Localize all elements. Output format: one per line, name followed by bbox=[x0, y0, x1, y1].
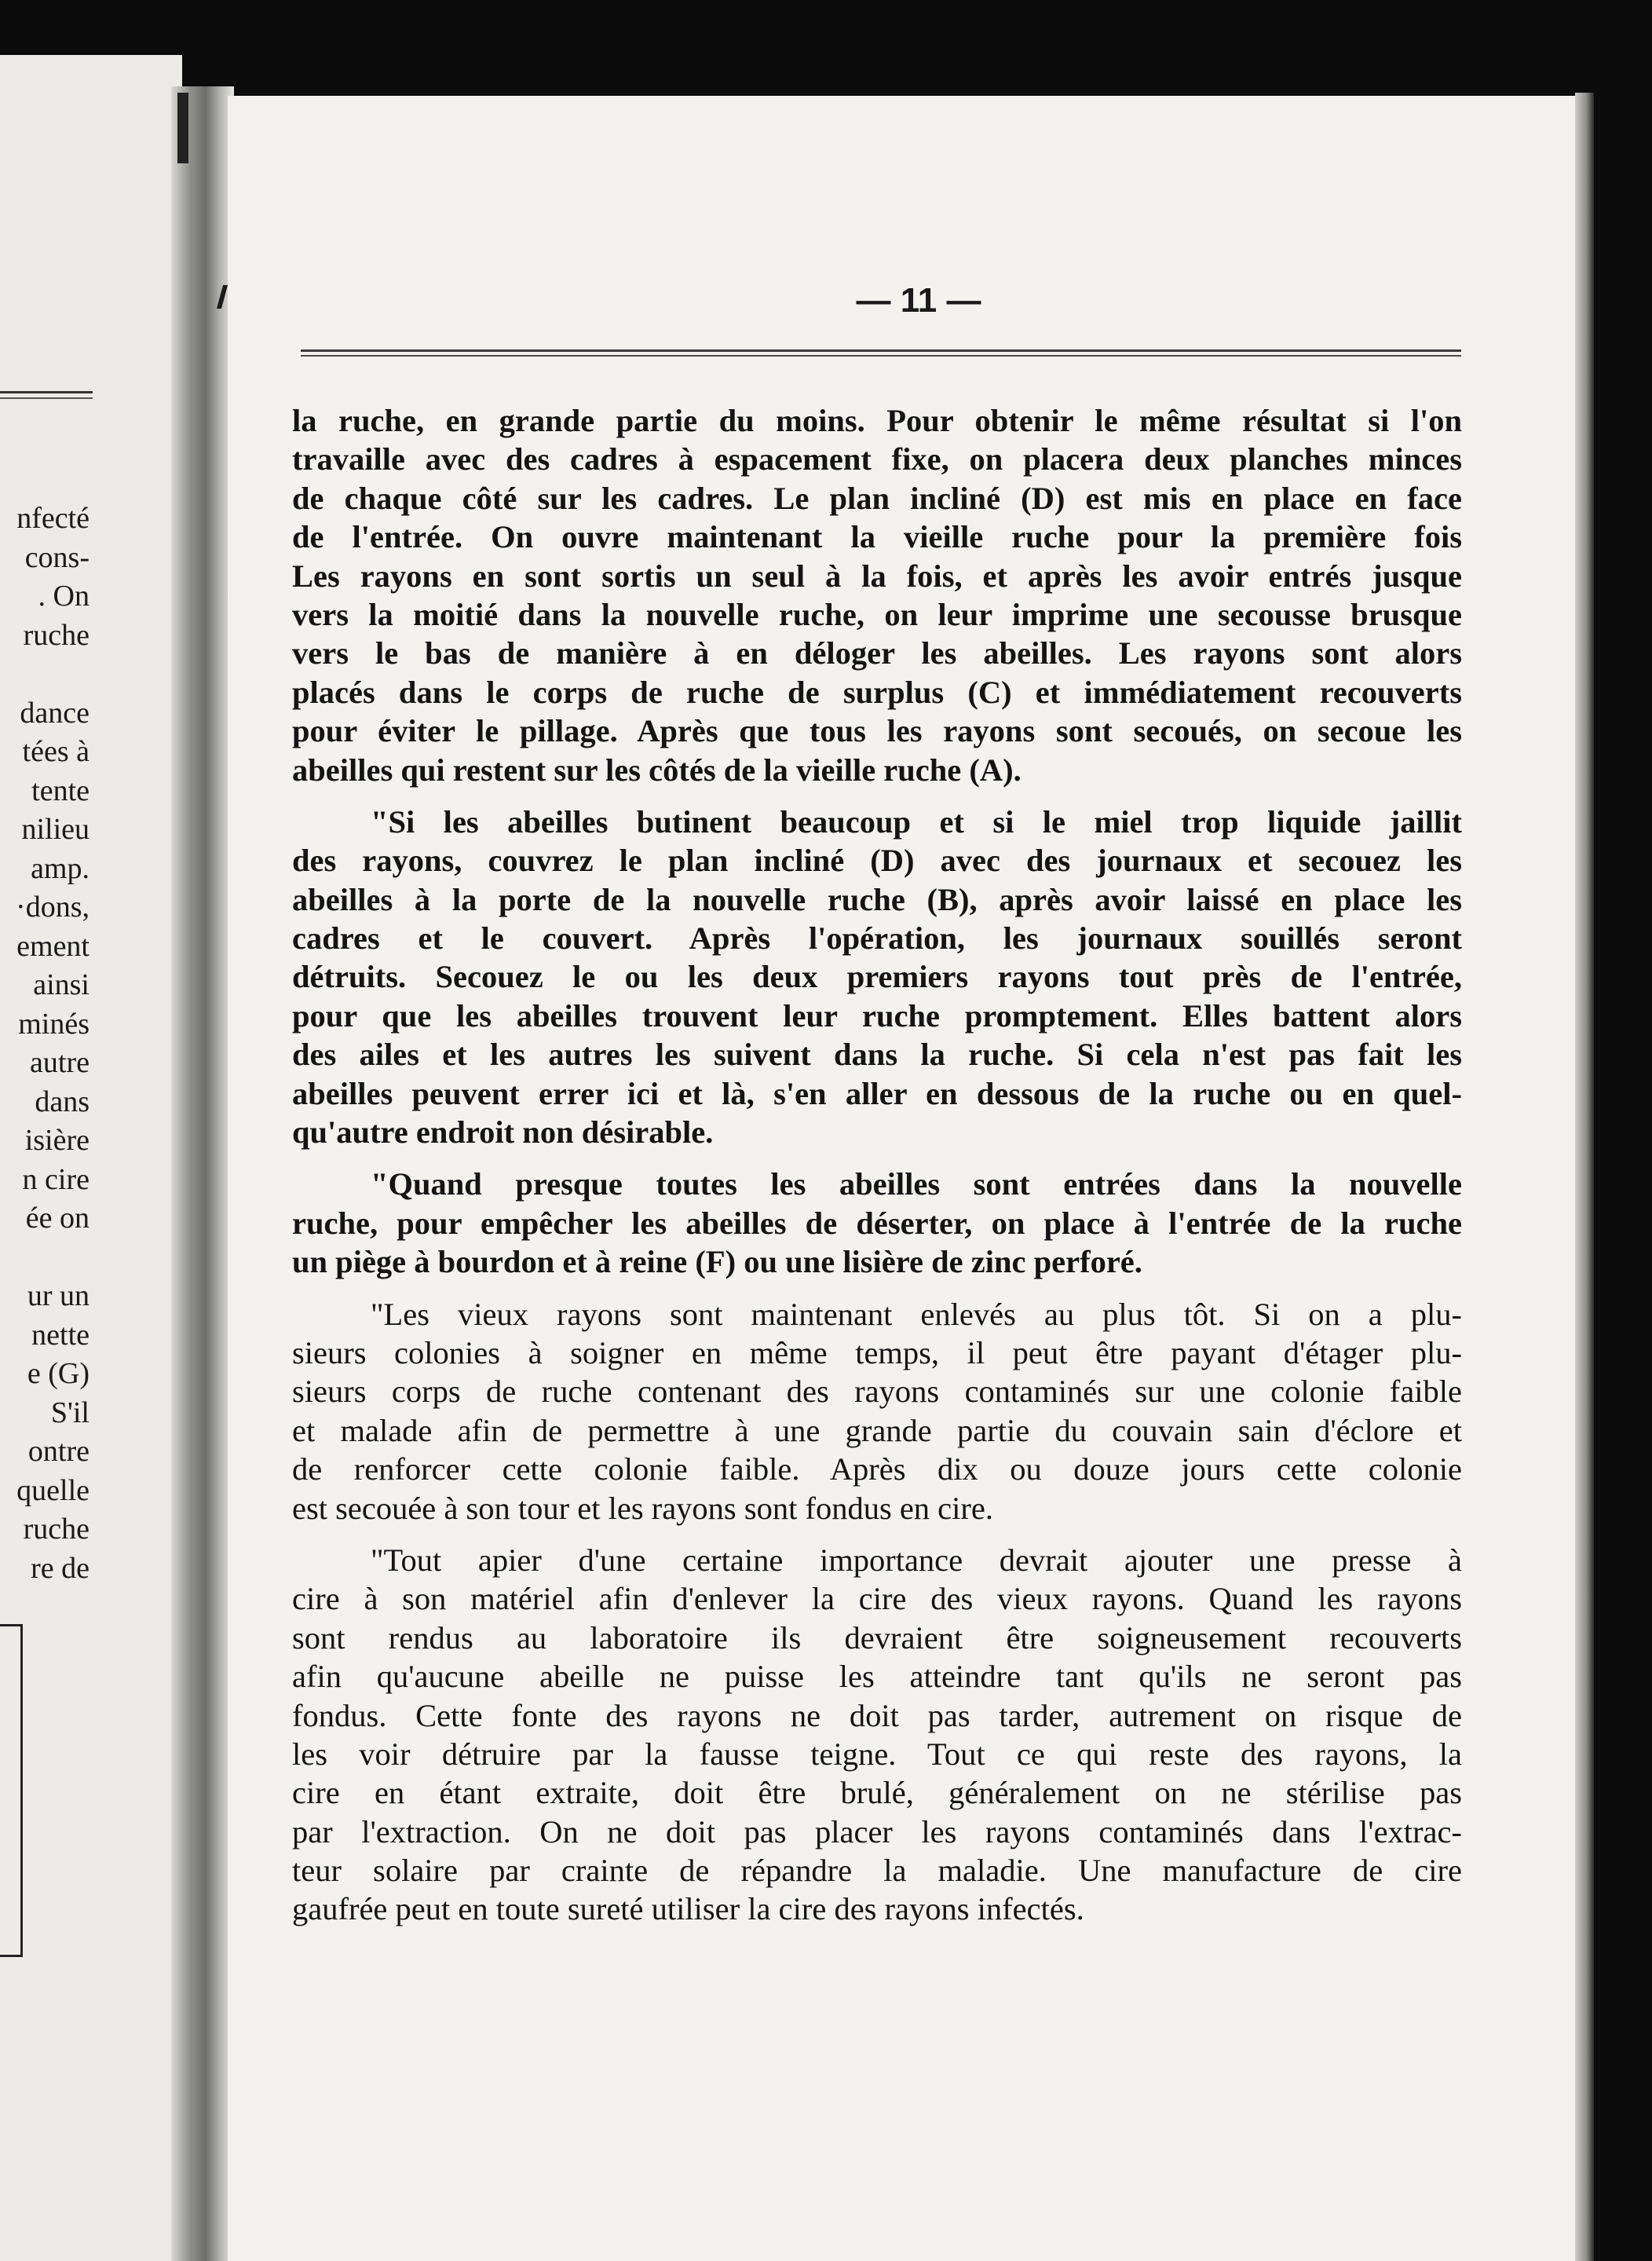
text-line: abeilles à la porte de la nouvelle ruche (B), après avoir laissé en place les bbox=[292, 881, 1462, 917]
text-line: Les rayons en sont sortis un seul à la fois, et après les avoir entrés jusque bbox=[292, 558, 1462, 594]
text-line: sieurs corps de ruche contenant des rayons contaminés sur une colonie faible bbox=[292, 1374, 1462, 1410]
text-line: est secouée à son tour et les rayons sont fondus en cire. bbox=[292, 1490, 993, 1526]
text-line: vers la moitié dans la nouvelle ruche, on leur imprime une secousse brusque bbox=[292, 596, 1462, 632]
text-line: "Si les abeilles butinent beaucoup et si le miel trop liquide jaillit bbox=[371, 803, 1462, 840]
left-page-fragment-line: ruche bbox=[23, 618, 90, 652]
left-page-fragment-line: n cire bbox=[22, 1162, 90, 1196]
left-page-fragment-line bbox=[0, 655, 90, 694]
text-line: qu'autre endroit non désirable. bbox=[292, 1114, 714, 1151]
text-line: de chaque côté sur les cadres. Le plan incliné (D) est mis en place en face bbox=[292, 480, 1462, 516]
text-line: ruche, pour empêcher les abeilles de déserter, on place à l'entrée de la ruche bbox=[292, 1205, 1462, 1241]
left-page-fragment-line: minés bbox=[18, 1007, 90, 1041]
left-page-fragment-line: dance bbox=[20, 696, 90, 730]
body-text bbox=[292, 401, 1462, 1942]
header-rule bbox=[301, 349, 1461, 357]
left-page-rule-secondary bbox=[0, 397, 93, 399]
text-line: gaufrée peut en toute sureté utiliser la cire des rayons infectés. bbox=[292, 1891, 1084, 1927]
text-line: des rayons, couvrez le plan incliné (D) avec des journaux et secouez les bbox=[292, 843, 1462, 879]
text-line: "Tout apier d'une certaine importance devrait ajouter une presse à bbox=[371, 1542, 1462, 1578]
left-page-text-column bbox=[0, 499, 90, 1588]
left-page-fragment-line: e (G) bbox=[27, 1357, 90, 1390]
left-page-fragment-line: ·dons, bbox=[16, 891, 90, 924]
text-line: de l'entrée. On ouvre maintenant la vieille ruche pour la première fois bbox=[292, 519, 1462, 555]
text-line: "Quand presque toutes les abeilles sont entrées dans la nouvelle bbox=[371, 1166, 1462, 1202]
paragraph bbox=[292, 1541, 1462, 1929]
text-line: pour que les abeilles trouvent leur ruche promptement. Elles battent alors bbox=[292, 997, 1462, 1034]
left-page-fragment-line: isière bbox=[24, 1124, 90, 1157]
text-line: "Les vieux rayons sont maintenant enlevés au plus tôt. Si on a plu- bbox=[371, 1296, 1462, 1332]
left-page-fragment-line: cons- bbox=[24, 540, 90, 574]
left-page-fragment-line: S'il bbox=[50, 1396, 90, 1429]
paragraph bbox=[292, 1295, 1462, 1527]
left-page-fragment-line: ainsi bbox=[33, 968, 90, 1001]
left-page-fragment-line: ur un bbox=[27, 1279, 90, 1312]
paragraph bbox=[292, 803, 1462, 1152]
left-page-rule bbox=[0, 391, 93, 393]
left-page-fragment-line: . On bbox=[38, 580, 90, 613]
left-page-fragment-line: nette bbox=[31, 1318, 90, 1352]
page-number: — 11 — bbox=[856, 281, 981, 320]
text-line: cadres et le couvert. Après l'opération, les journaux souillés seront bbox=[292, 920, 1462, 957]
left-page-fragment-line: dans bbox=[35, 1085, 90, 1118]
text-line: cire en étant extraite, doit être brulé, généralement on ne stérilise pas bbox=[292, 1775, 1462, 1811]
page-edge bbox=[1575, 93, 1594, 2261]
left-page-fragment-line bbox=[0, 1238, 90, 1278]
paragraph bbox=[292, 1165, 1462, 1281]
text-line: et malade afin de permettre à une grande partie du couvain sain d'éclore et bbox=[292, 1412, 1462, 1448]
left-page-fragment-line: quelle bbox=[16, 1473, 90, 1507]
gutter-shadow bbox=[177, 93, 188, 163]
text-line: la ruche, en grande partie du moins. Pour obtenir le même résultat si l'on bbox=[292, 403, 1462, 438]
left-page-fragment-line: tées à bbox=[22, 735, 90, 768]
left-page-fragment-line: autre bbox=[30, 1046, 90, 1079]
left-page-fragment-line: ement bbox=[16, 929, 90, 963]
text-line: pour éviter le pillage. Après que tous les rayons sont secoués, on secoue les bbox=[292, 713, 1462, 749]
text-line: vers le bas de manière à en déloger les abeilles. Les rayons sont alors bbox=[292, 635, 1462, 671]
text-line: abeilles qui restent sur les côtés de la vieille ruche (A). bbox=[292, 752, 1022, 788]
text-line: par l'extraction. On ne doit pas placer les rayons contaminés dans l'extrac- bbox=[292, 1813, 1462, 1849]
left-page-fragment-line: nfecté bbox=[16, 502, 90, 535]
text-line: placés dans le corps de ruche de surplus (C) et immédiatement recouverts bbox=[292, 674, 1462, 710]
text-line: cire à son matériel afin d'enlever la cire des vieux rayons. Quand les rayons bbox=[292, 1581, 1462, 1617]
left-page-fragment-line: ée on bbox=[25, 1202, 90, 1235]
left-page-fragment bbox=[0, 55, 182, 2261]
left-page-fragment-line: nilieu bbox=[21, 813, 90, 846]
text-line: fondus. Cette fonte des rayons ne doit pas tarder, autrement on risque de bbox=[292, 1697, 1462, 1733]
left-page-fragment-line: tente bbox=[31, 774, 90, 807]
text-line: teur solaire par crainte de répandre la maladie. Une manufacture de cire bbox=[292, 1853, 1462, 1889]
text-line: abeilles peuvent errer ici et là, s'en aller en dessous de la ruche ou en quel- bbox=[292, 1075, 1462, 1111]
left-page-fragment-line: re de bbox=[31, 1551, 90, 1585]
book-gutter bbox=[171, 86, 234, 2261]
text-line: les voir détruire par la fausse teigne. Tout ce qui reste des rayons, la bbox=[292, 1736, 1462, 1772]
left-page-box-outline bbox=[0, 1624, 23, 1957]
text-line: sont rendus au laboratoire ils devraient être soigneusement recouverts bbox=[292, 1619, 1462, 1656]
text-line: un piège à bourdon et à reine (F) ou une lisière de zinc perforé. bbox=[292, 1244, 1142, 1280]
text-line: détruits. Secouez le ou les deux premiers rayons tout près de l'entrée, bbox=[292, 959, 1462, 995]
left-page-fragment-line: ruche bbox=[23, 1513, 90, 1546]
paragraph bbox=[292, 401, 1462, 789]
text-line: travaille avec des cadres à espacement fixe, on placera deux planches minces bbox=[292, 441, 1462, 477]
text-line: des ailes et les autres les suivent dans la ruche. Si cela n'est pas fait les bbox=[292, 1037, 1462, 1073]
text-line: de renforcer cette colonie faible. Après dix ou douze jours cette colonie bbox=[292, 1451, 1462, 1487]
left-page-fragment-line: amp. bbox=[31, 851, 90, 885]
text-line: sieurs colonies à soigner en même temps, il peut être payant d'étager plu- bbox=[292, 1334, 1462, 1370]
text-line: afin qu'aucune abeille ne puisse les atteindre tant qu'ils ne seront pas bbox=[292, 1659, 1462, 1695]
left-page-fragment-line: ontre bbox=[27, 1435, 90, 1468]
